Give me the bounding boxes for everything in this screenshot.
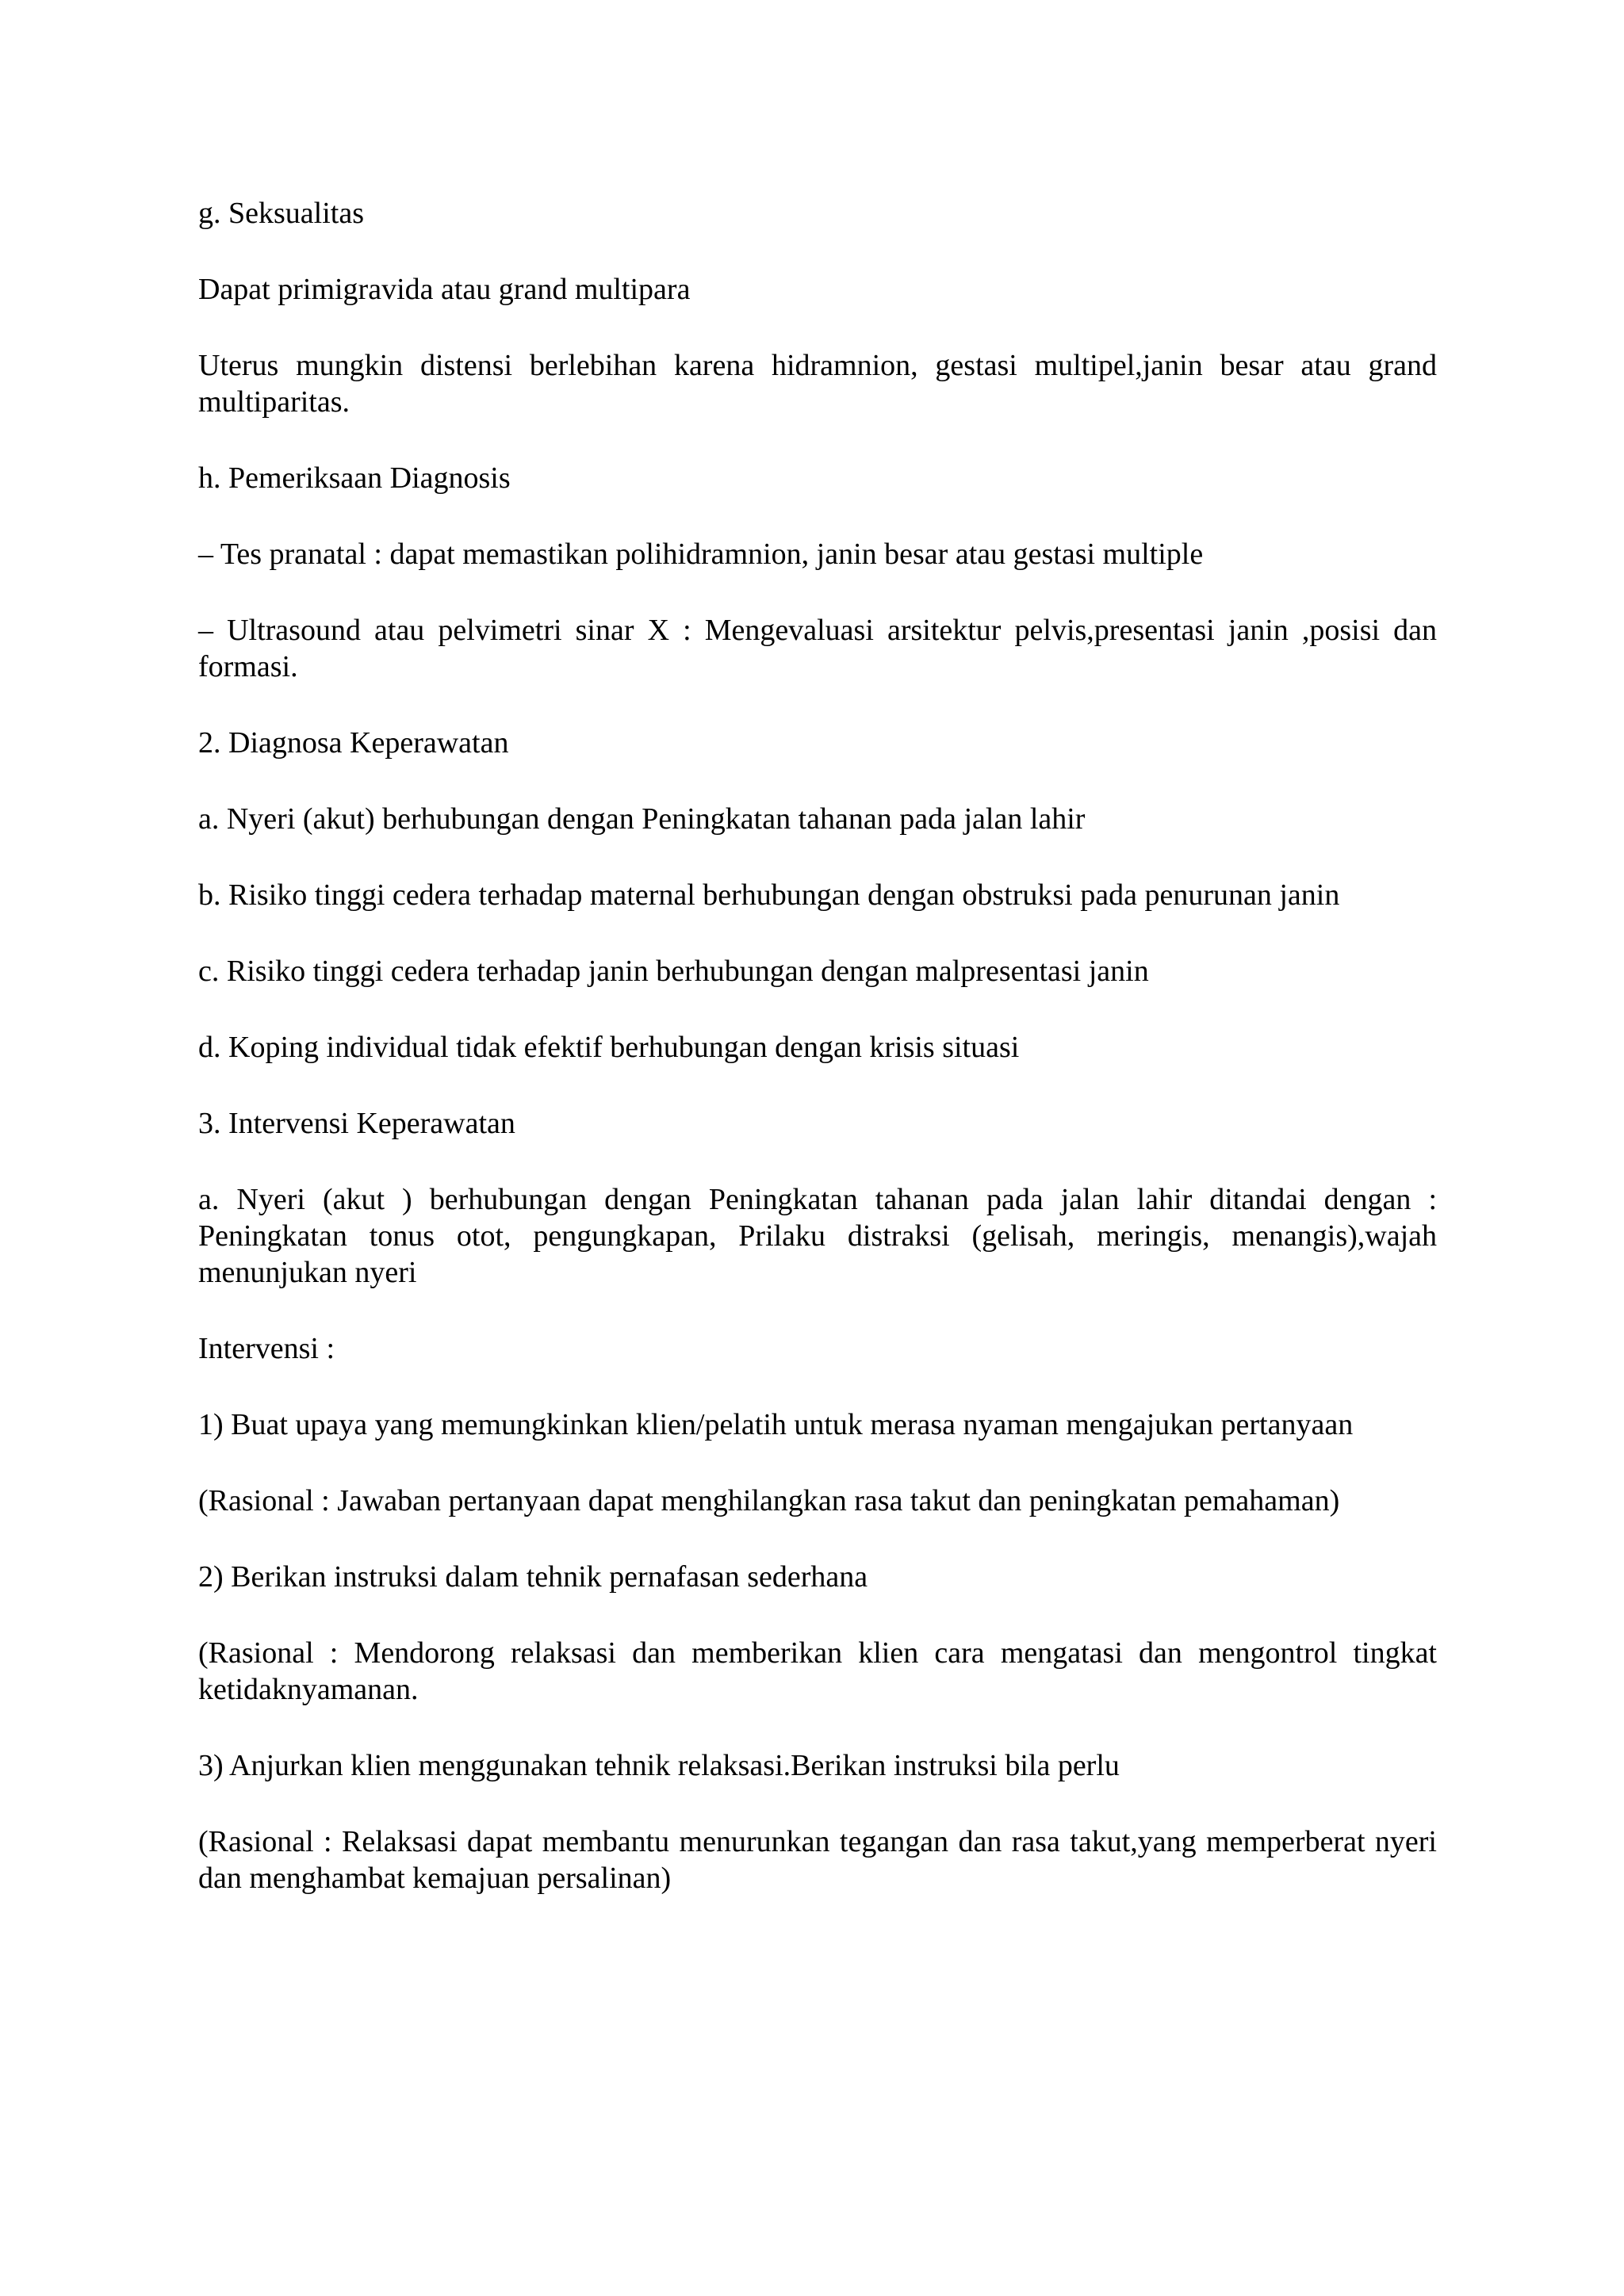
diagnosis-item-a: a. Nyeri (akut) berhubungan dengan Peningkatan tahanan pada jalan lahir [198, 802, 1086, 836]
rationale-step-3: (Rasional : Relaksasi dapat membantu menurunkan tegangan dan rasa takut,yang memperberat nyeri dan menghambat kemajuan persalinan) [198, 1825, 1437, 1895]
paragraph-uterus: Uterus mungkin distensi berlebihan karena hidramnion, gestasi multipel,janin besar atau grand multiparitas. [198, 349, 1437, 419]
paragraph-primigravida: Dapat primigravida atau grand multipara [198, 273, 691, 306]
rationale-step-2: (Rasional : Mendorong relaksasi dan memberikan klien cara mengatasi dan mengontrol tingkat ketidaknyamanan. [198, 1636, 1437, 1706]
paragraph-tes-pranatal: – Tes pranatal : dapat memastikan polihidramnion, janin besar atau gestasi multiple [198, 538, 1204, 571]
paragraph-ultrasound: – Ultrasound atau pelvimetri sinar X : Mengevaluasi arsitektur pelvis,presentasi janin ,posisi dan formasi. [198, 614, 1437, 683]
intervention-step-1: 1) Buat upaya yang memungkinkan klien/pelatih untuk merasa nyaman mengajukan pertanyaan [198, 1408, 1354, 1441]
heading-seksualitas: g. Seksualitas [198, 197, 364, 230]
rationale-step-1: (Rasional : Jawaban pertanyaan dapat menghilangkan rasa takut dan peningkatan pemahaman) [198, 1484, 1340, 1517]
intervention-step-2: 2) Berikan instruksi dalam tehnik pernafasan sederhana [198, 1560, 868, 1594]
diagnosis-item-b: b. Risiko tinggi cedera terhadap maternal berhubungan dengan obstruksi pada penurunan janin [198, 878, 1340, 912]
heading-pemeriksaan-diagnosis: h. Pemeriksaan Diagnosis [198, 461, 511, 495]
subheading-intervensi: Intervensi : [198, 1332, 335, 1365]
diagnosis-item-c: c. Risiko tinggi cedera terhadap janin berhubungan dengan malpresentasi janin [198, 955, 1149, 988]
heading-intervensi-keperawatan: 3. Intervensi Keperawatan [198, 1107, 515, 1140]
intervention-item-a: a. Nyeri (akut ) berhubungan dengan Peningkatan tahanan pada jalan lahir ditandai dengan : Peningkatan tonus otot, pengungkapan, Prilaku distraksi (gelisah, meringis, menangis),wajah menunjukan nyeri [198, 1183, 1437, 1289]
diagnosis-item-d: d. Koping individual tidak efektif berhubungan dengan krisis situasi [198, 1031, 1020, 1064]
document-body [198, 195, 1437, 1936]
intervention-step-3: 3) Anjurkan klien menggunakan tehnik relaksasi.Berikan instruksi bila perlu [198, 1749, 1120, 1782]
heading-diagnosa-keperawatan: 2. Diagnosa Keperawatan [198, 726, 509, 760]
